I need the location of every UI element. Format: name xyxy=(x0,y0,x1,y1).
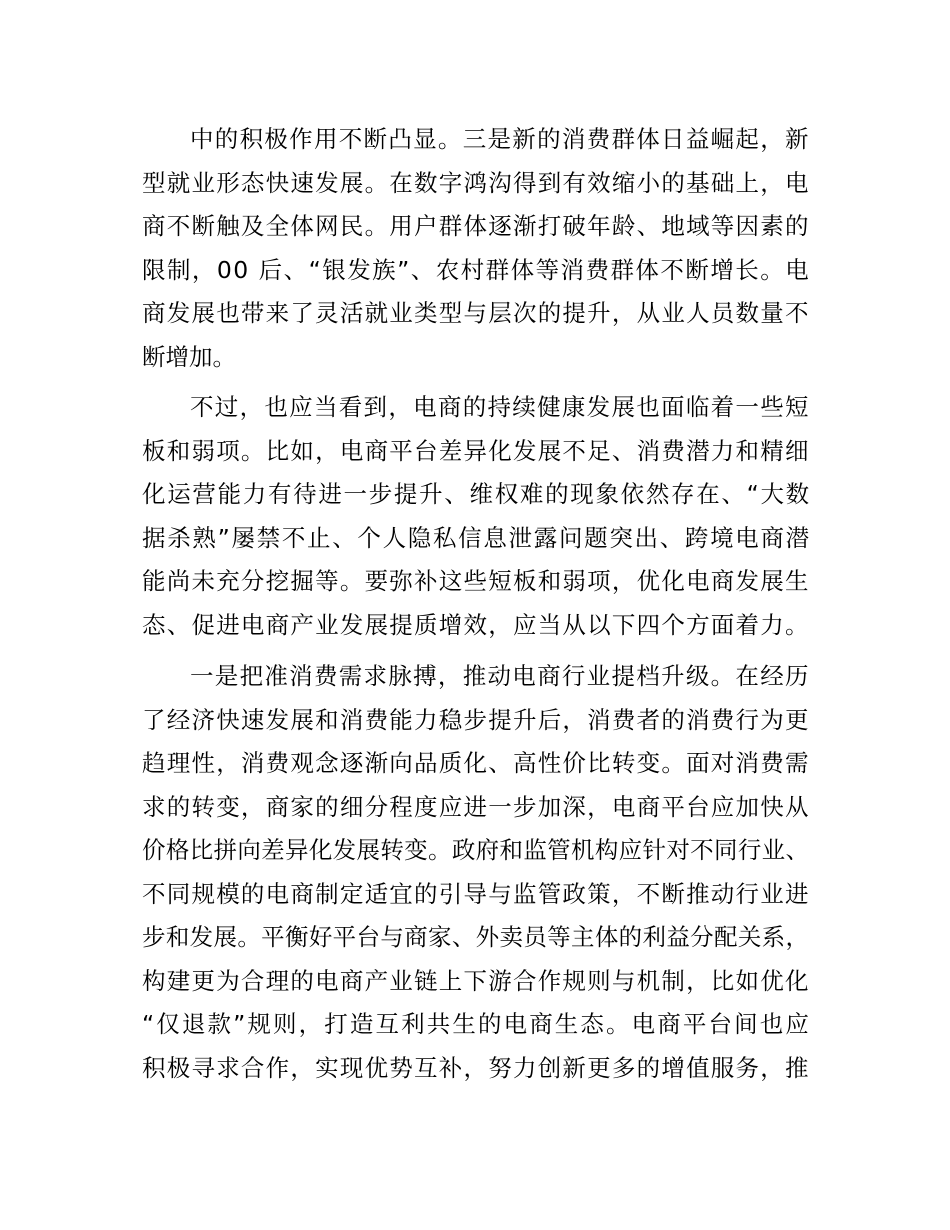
paragraph-line: 构建更为合理的电商产业链上下游合作规则与机制，比如优化 xyxy=(142,966,810,995)
paragraph-line: 商不断触及全体网民。用户群体逐渐打破年龄、地域等因素的 xyxy=(142,212,810,240)
paragraph-line: 中的积极作用不断凸显。三是新的消费群体日益崛起，新 xyxy=(190,125,810,153)
paragraph-line: 限制，00 后、“银发族”、农村群体等消费群体不断增长。电 xyxy=(142,255,811,284)
paragraph-line: “仅退款”规则，打造互利共生的电商生态。电商平台间也应 xyxy=(142,1010,811,1038)
paragraph-line: 步和发展。平衡好平台与商家、外卖员等主体的利益分配关系， xyxy=(142,923,810,951)
paragraph-line: 了经济快速发展和消费能力稳步提升后，消费者的消费行为更 xyxy=(142,705,810,734)
paragraph-line: 商发展也带来了灵活就业类型与层次的提升，从业人员数量不 xyxy=(142,299,810,327)
paragraph-line: 态、促进电商产业发展提质增效，应当从以下四个方面着力。 xyxy=(142,610,810,639)
paragraph-line: 趋理性，消费观念逐渐向品质化、高性价比转变。面对消费需 xyxy=(142,749,810,777)
paragraph-line: 据杀熟”屡禁不止、个人隐私信息泄露问题突出、跨境电商潜 xyxy=(142,523,811,552)
paragraph-line: 一是把准消费需求脉搏，推动电商行业提档升级。在经历 xyxy=(190,662,810,690)
paragraph-line: 积极寻求合作，实现优势互补，努力创新更多的增值服务，推 xyxy=(142,1053,810,1082)
paragraph-line: 断增加。 xyxy=(142,342,236,371)
paragraph-line: 能尚未充分挖掘等。要弥补这些短板和弱项，优化电商发展生 xyxy=(142,567,810,595)
paragraph-line: 型就业形态快速发展。在数字鸿沟得到有效缩小的基础上，电 xyxy=(142,168,810,197)
paragraph-line: 不过，也应当看到，电商的持续健康发展也面临着一些短 xyxy=(190,393,810,421)
paragraph-line: 化运营能力有待进一步提升、维权难的现象依然存在、“大数 xyxy=(142,480,811,508)
paragraph-line: 价格比拼向差异化发展转变。政府和监管机构应针对不同行业、 xyxy=(142,836,810,864)
paragraph-line: 不同规模的电商制定适宜的引导与监管政策，不断推动行业进 xyxy=(142,879,810,908)
paragraph-line: 求的转变，商家的细分程度应进一步加深，电商平台应加快从 xyxy=(142,792,810,821)
paragraph-line: 板和弱项。比如，电商平台差异化发展不足、消费潜力和精细 xyxy=(142,436,810,465)
